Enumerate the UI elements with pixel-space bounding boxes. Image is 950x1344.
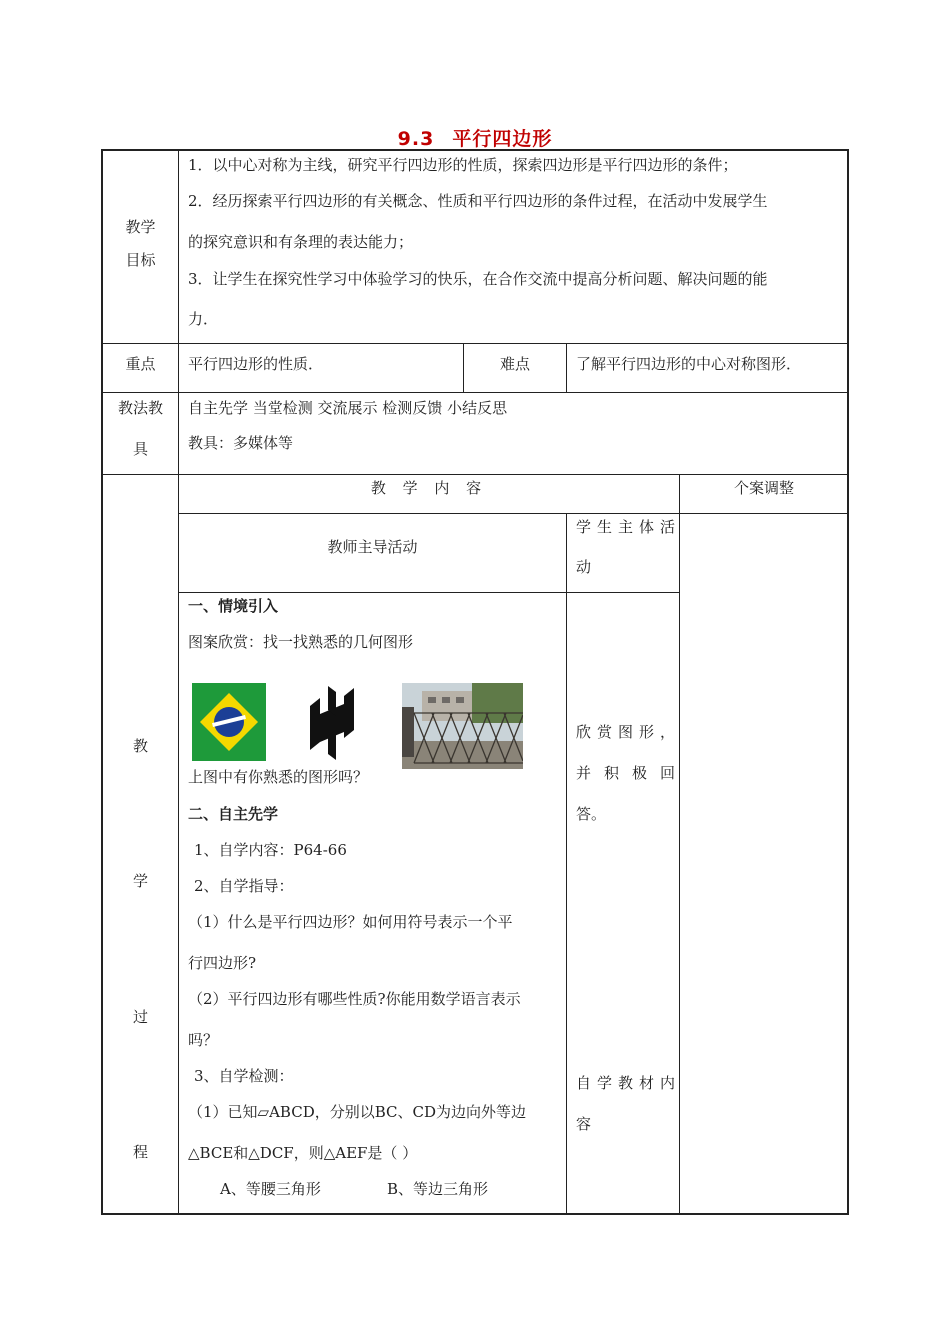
document-title <box>0 124 950 151</box>
student-activity: 并积极回 <box>576 764 689 782</box>
column-divider <box>679 474 680 1214</box>
exercise-line: △BCE和△DCF，则△AEF是（ ） <box>188 1144 418 1162</box>
question-line: 吗？ <box>188 1031 219 1049</box>
goal-line: 1．以中心对称为主线，研究平行四边形的性质，探索四边形是平行四边形的条件； <box>188 156 738 174</box>
student-header: 学生主体活 <box>576 518 682 536</box>
goals-label: 目标 <box>125 251 156 269</box>
teacher-header: 教师主导活动 <box>327 538 418 556</box>
process-label: 过 <box>132 1008 148 1026</box>
student-activity: 自学教材内 <box>576 1074 682 1092</box>
goal-line: 力． <box>188 310 219 328</box>
section-heading: 二、自主先学 <box>188 805 279 823</box>
adjust-header: 个案调整 <box>733 479 794 497</box>
self-check: 3、自学检测： <box>194 1067 294 1085</box>
student-activity: 欣赏图形， <box>576 723 682 741</box>
question-text: 上图中有你熟悉的图形吗？ <box>188 768 369 786</box>
option-a: A、等腰三角形 <box>220 1180 321 1198</box>
process-label: 教 <box>132 737 148 755</box>
parallelogram-logo-image <box>306 686 358 760</box>
row-divider <box>102 474 848 475</box>
process-label: 程 <box>132 1143 148 1161</box>
student-header: 动 <box>576 558 592 576</box>
row-divider <box>178 513 848 514</box>
process-label: 学 <box>132 872 148 890</box>
column-divider <box>566 513 567 1214</box>
difficulty-text: 了解平行四边形的中心对称图形． <box>576 355 802 373</box>
brazil-flag-image <box>192 683 266 761</box>
row-divider <box>102 392 848 393</box>
title-text: 平行四边形 <box>452 128 553 150</box>
goals-label: 教学 <box>125 218 156 236</box>
study-guide: 2、自学指导： <box>194 877 294 895</box>
content-header: 教 学 内 容 <box>370 479 488 497</box>
goal-line: 3．让学生在探究性学习中体验学习的快乐，在合作交流中提高分析问题、解决问题的能 <box>188 270 768 288</box>
exercise-line: （1）已知▱ABCD，分别以BC、CD为边向外等边 <box>188 1103 526 1121</box>
methods-label: 具 <box>132 440 148 458</box>
column-divider <box>566 343 567 392</box>
goal-line: 2．经历探索平行四边形的有关概念、性质和平行四边形的条件过程，在活动中发展学生 <box>188 192 768 210</box>
question-line: （1）什么是平行四边形？如何用符号表示一个平 <box>188 913 513 931</box>
row-divider <box>178 592 679 593</box>
question-line: （2）平行四边形有哪些性质?你能用数学语言表示 <box>188 990 521 1008</box>
row-divider <box>102 343 848 344</box>
student-activity: 答。 <box>576 805 607 823</box>
tools-text: 教具：多媒体等 <box>188 434 294 452</box>
difficulty-label: 难点 <box>499 355 530 373</box>
appreciation-text: 图案欣赏：找一找熟悉的几何图形 <box>188 633 414 651</box>
retractable-gate-photo <box>402 683 523 769</box>
focus-label: 重点 <box>125 355 156 373</box>
section-heading: 一、情境引入 <box>188 597 279 615</box>
methods-label: 教法教 <box>117 399 163 417</box>
student-activity: 容 <box>576 1115 592 1133</box>
goal-line: 的探究意识和有条理的表达能力； <box>188 233 414 251</box>
methods-text: 自主先学 当堂检测 交流展示 检测反馈 小结反思 <box>188 399 508 417</box>
column-divider <box>178 150 179 1214</box>
study-content: 1、自学内容：P64-66 <box>194 841 347 859</box>
option-b: B、等边三角形 <box>387 1180 489 1198</box>
title-number: 9.3 <box>397 128 435 150</box>
question-line: 行四边形? <box>188 954 257 972</box>
focus-text: 平行四边形的性质． <box>188 355 324 373</box>
